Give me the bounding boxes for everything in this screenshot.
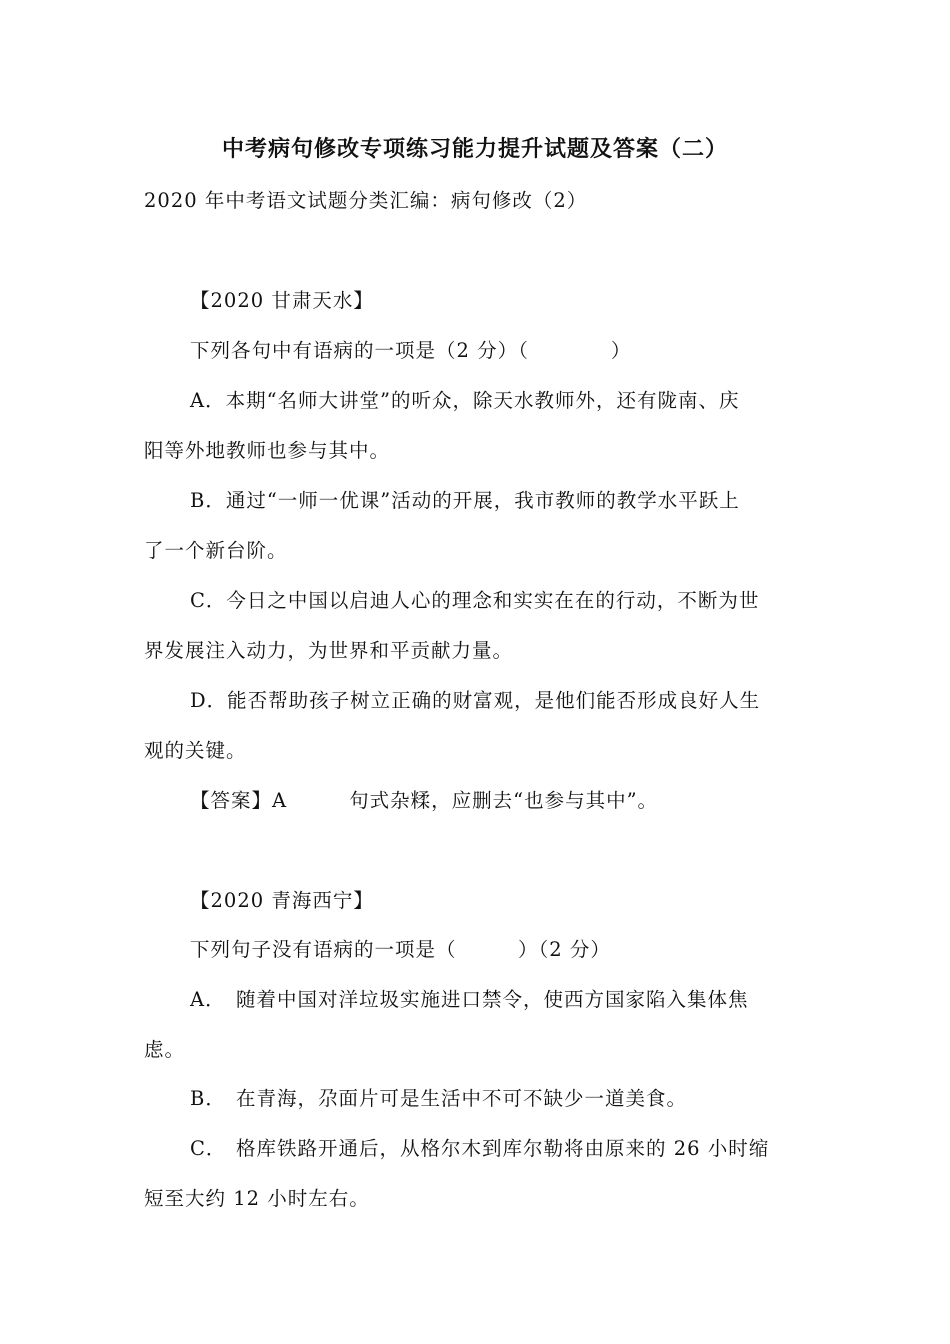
document-subtitle: 2020 年中考语文试题分类汇编：病句修改（2） [144, 189, 588, 212]
q2-option-b-letter: B． [190, 1087, 226, 1110]
q1-stem: 下列各句中有语病的一项是（2 分）（ ） [190, 339, 632, 362]
q1-option-a-line2: 阳等外地教师也参与其中。 [144, 439, 391, 462]
q2-option-c-letter: C． [190, 1137, 227, 1160]
q2-option-a-line2: 虑。 [144, 1038, 186, 1061]
q2-option-a-line1 [190, 983, 870, 1017]
q1-option-c-line2: 界发展注入动力，为世界和平贡献力量。 [144, 639, 514, 662]
q2-stem: 下列句子没有语病的一项是（ ）（2 分） [190, 938, 611, 961]
q1-option-d-line1: D．能否帮助孩子树立正确的财富观，是他们能否形成良好人生 [190, 689, 761, 712]
q2-option-c-text: 格库铁路开通后，从格尔木到库尔勒将由原来的 26 小时缩 [236, 1137, 770, 1160]
q2-option-a-letter: A． [190, 988, 226, 1011]
q2-option-c-line2: 短至大约 12 小时左右。 [144, 1187, 370, 1210]
q2-option-c-line1 [190, 1132, 870, 1166]
q1-option-b-line1: B．通过“一师一优课”活动的开展，我市教师的教学水平跃上 [190, 489, 740, 512]
q2-option-b-text: 在青海，尕面片可是生活中不可不缺少一道美食。 [236, 1087, 688, 1110]
q1-answer-text: 句式杂糅，应删去“也参与其中”。 [349, 789, 659, 812]
q2-option-a-text: 随着中国对洋垃圾实施进口禁令，使西方国家陷入集体焦 [236, 988, 749, 1011]
q1-option-d-line2: 观的关键。 [144, 739, 247, 762]
q1-option-a-line1: A．本期“名师大讲堂”的听众，除天水教师外，还有陇南、庆 [190, 389, 740, 412]
q1-option-b-line2: 了一个新台阶。 [144, 539, 288, 562]
q1-answer [190, 784, 870, 818]
q1-answer-label: 【答案】A [190, 789, 288, 812]
q2-option-b-line1 [190, 1082, 870, 1116]
document-title: 中考病句修改专项练习能力提升试题及答案（二） [221, 137, 728, 162]
q2-source: 【2020 青海西宁】 [190, 889, 374, 912]
q1-option-c-line1: C．今日之中国以启迪人心的理念和实实在在的行动，不断为世 [190, 589, 760, 612]
q1-source: 【2020 甘肃天水】 [190, 289, 374, 312]
